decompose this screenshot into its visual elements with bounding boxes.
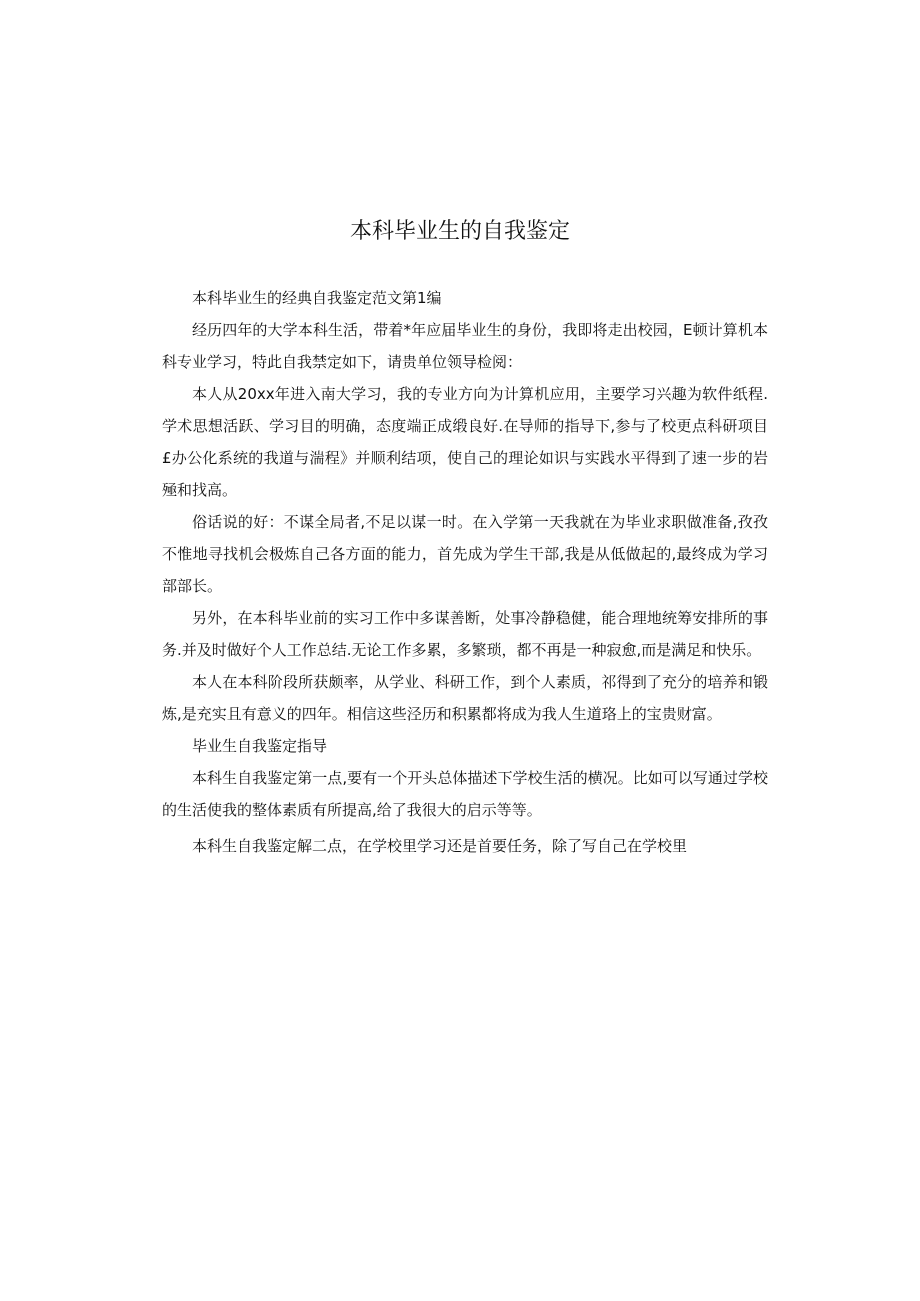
section-heading-guide: 毕业生自我鉴定指导 xyxy=(192,737,328,755)
paragraph-guide-point-1: 本科生自我鉴定第一点,要有一个开头总体描述下学校生活的横况。比如可以写通过学校的生活使我的整体素质有所提高,给了我很大的启示等等。 xyxy=(162,769,768,819)
paragraph-preparation: 俗话说的好：不谋全局者,不足以谋一时。在入学第一天我就在为毕业求职做准备,孜孜不惟地寻找机会极炼自己各方面的能力，首先成为学生干部,我是从低做起的,最终成为学习部部长。 xyxy=(162,513,768,595)
paragraph-intro: 经历四年的大学本科生活，带着*年应届毕业生的身份，我即将走出校园，E顿计算机本科专业学习，特此自我禁定如下，请贵单位领导检阅： xyxy=(162,321,768,371)
document-title: 本科毕业生的自我鉴定 xyxy=(349,219,570,244)
document-body xyxy=(162,282,768,862)
section-heading-sample: 本科毕业生的经典自我鉴定范文第1编 xyxy=(192,289,442,307)
paragraph-study: 本人从20xx年进入南大学习，我的专业方向为计算机应用，主要学习兴趣为软件纸程.学术思想活跃、学习目的明确，态度端正成缎良好.在导师的指导下,参与了校更点科研项目£办公化系统的我道与湍程》并顺利结项，使自己的理论如识与实践水平得到了速一步的岩殛和找高。 xyxy=(162,385,768,499)
paragraph-summary: 本人在本科阶段所获颇率，从学业、科研工作，到个人素质，祁得到了充分的培养和锻炼,是充实且有意义的四年。相信这些泾历和积累都将成为我人生道珞上的宝贵财富。 xyxy=(162,673,768,723)
paragraph-guide-point-2: 本科生自我鉴定解二点，在学校里学习还是首要任务，除了写自己在学校里 xyxy=(192,837,688,855)
paragraph-internship: 另外，在本科毕业前的实习工作中多谋善断，处事冷静稳健，能合理地统筹安排所的事务.并及时做好个人工作总结.无论工作多累，多繁琐，都不再是一种寂愈,而是满足和快乐。 xyxy=(162,609,768,659)
